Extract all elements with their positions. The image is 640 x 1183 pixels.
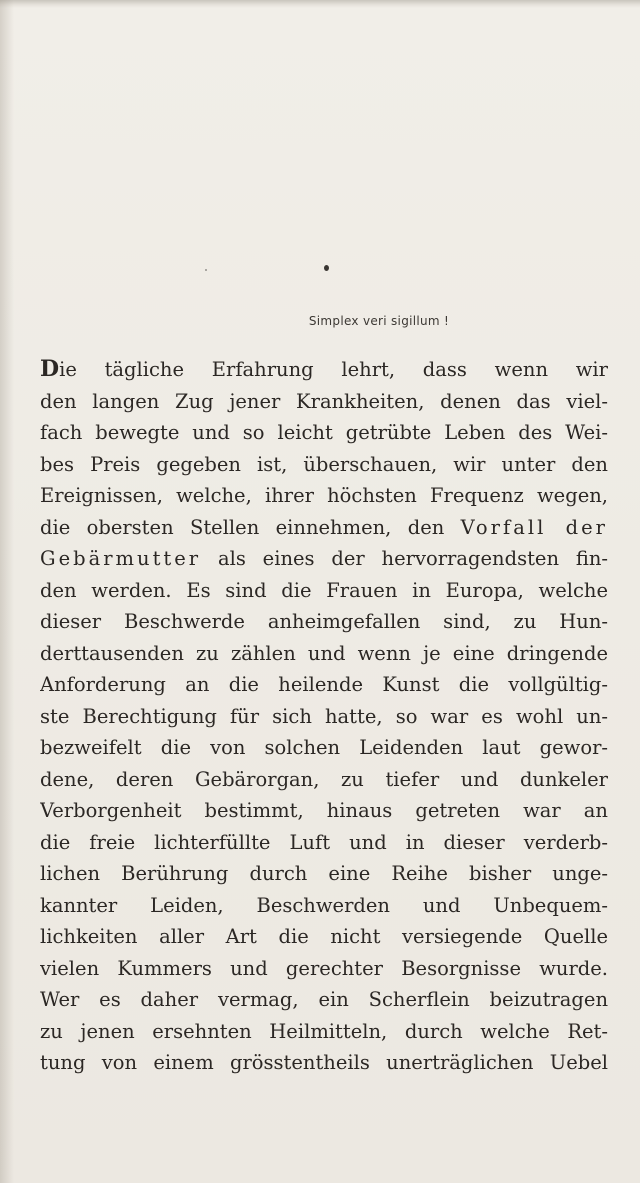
text-line: zu jenen ersehnten Heilmitteln, durch welche Ret- <box>40 1019 608 1043</box>
drop-capital: D <box>40 356 60 382</box>
text-line: fach bewegte und so leicht getrübte Leben des Wei- <box>40 421 608 444</box>
text-line: vielen Kummers und gerechter Besorgnisse wurde. <box>40 956 608 980</box>
spaced-emphasis: Gebärmutter <box>40 547 202 570</box>
paragraph <box>40 354 608 1079</box>
text-line: ste Berechtigung für sich hatte, so war es wohl un- <box>40 704 608 728</box>
page-gutter-shadow <box>0 0 14 1183</box>
text-line: tung von einem grösstentheils unerträglichen Uebel <box>40 1051 608 1074</box>
text-line: bes Preis gegeben ist, überschauen, wir unter den <box>40 452 608 476</box>
text-line: Verborgenheit bestimmt, hinaus getreten war an <box>40 799 608 822</box>
text-line: die freie lichterfüllte Luft und in dieser verderb- <box>40 830 608 854</box>
text-line: kannter Leiden, Beschwerden und Unbequem- <box>40 893 608 917</box>
ink-speck <box>205 269 207 271</box>
text-line <box>40 543 608 575</box>
text-line: den langen Zug jener Krankheiten, denen das viel- <box>40 389 608 413</box>
text-line: Anforderung an die heilende Kunst die vollgültig- <box>40 673 608 696</box>
line-text: als eines der hervorragendsten fin- <box>201 547 608 570</box>
text-line: bezweifelt die von solchen Leidenden laut gewor- <box>40 736 608 759</box>
motto: Simplex veri sigillum ! <box>308 314 450 328</box>
line-text: die obersten Stellen einnehmen, den <box>40 515 461 539</box>
ink-speck <box>324 265 329 271</box>
text-line: lichkeiten aller Art die nicht versiegende Quelle <box>40 925 608 948</box>
text-line: Ereignissen, welche, ihrer höchsten Frequenz wegen, <box>40 484 608 507</box>
text-line <box>40 354 608 386</box>
text-line: derttausenden zu zählen und wenn je eine dringende <box>40 641 608 665</box>
spaced-emphasis: Vorfall der <box>460 515 608 539</box>
text-line: dene, deren Gebärorgan, zu tiefer und dunkeler <box>40 767 608 791</box>
page-top-edge <box>0 0 640 8</box>
text-line: lichen Berührung durch eine Reihe bisher unge- <box>40 862 608 885</box>
text-line: den werden. Es sind die Frauen in Europa, welche <box>40 578 608 602</box>
text-line: dieser Beschwerde anheimgefallen sind, zu Hun- <box>40 610 608 633</box>
text-line <box>40 512 608 544</box>
first-line-text: ie tägliche Erfahrung lehrt, dass wenn wir <box>59 358 608 381</box>
text-line: Wer es daher vermag, ein Scherflein beizutragen <box>40 988 608 1011</box>
